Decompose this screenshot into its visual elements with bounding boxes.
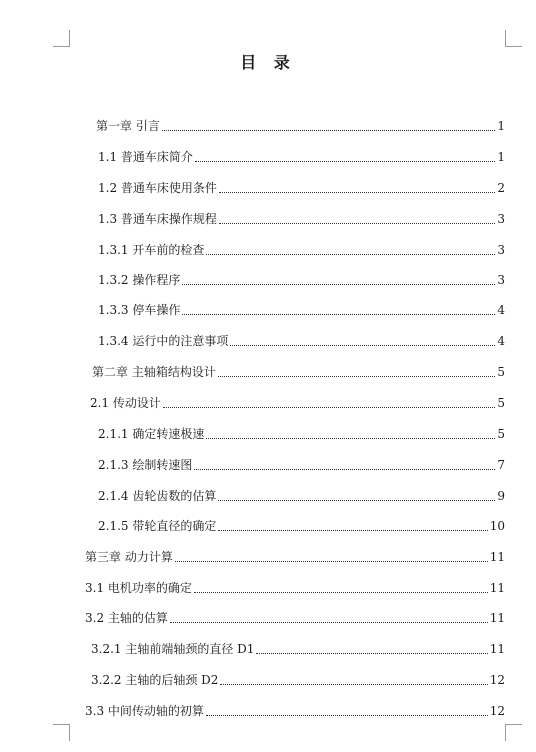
toc-entry[interactable]	[85, 578, 505, 596]
toc-entry[interactable]	[90, 393, 505, 411]
toc-entry-text: 第二章 主轴箱结构设计	[92, 365, 216, 379]
toc-entry-page: 11	[489, 642, 505, 656]
toc-entry[interactable]	[98, 455, 505, 473]
toc-entry-text: 3.3 中间传动轴的初算	[85, 704, 204, 718]
toc-entry-text: 1.3.1 开车前的检查	[98, 243, 205, 257]
toc-entry[interactable]	[85, 701, 505, 719]
toc-leader	[206, 438, 495, 439]
toc-entry-page: 3	[497, 212, 505, 226]
toc-entry-text: 3.2 主轴的估算	[85, 611, 168, 625]
toc-entry-text: 第一章 引言	[96, 119, 160, 133]
toc-leader	[218, 376, 496, 377]
toc-leader	[194, 592, 488, 593]
toc-entry-page: 7	[497, 458, 505, 472]
toc-entry-page: 1	[497, 119, 505, 133]
toc-leader	[219, 223, 495, 224]
page-title: 目 录	[240, 53, 296, 72]
toc-entry[interactable]	[96, 116, 505, 134]
toc-entry[interactable]	[85, 547, 505, 565]
toc-leader	[256, 653, 487, 654]
crop-mark-top-left	[53, 30, 70, 47]
crop-mark-bottom-left	[53, 724, 70, 741]
toc-entry-page: 11	[489, 550, 505, 564]
toc-entry-text: 2.1 传动设计	[90, 396, 161, 410]
toc-entry-text: 3.1 电机功率的确定	[85, 581, 192, 595]
toc-leader	[218, 500, 495, 501]
toc-leader	[219, 192, 495, 193]
toc-entry-page: 12	[489, 704, 505, 718]
toc-entry-text: 3.2.1 主轴前端轴颈的直径 D1	[91, 642, 255, 656]
crop-mark-bottom-right	[505, 724, 522, 741]
toc-entry[interactable]	[85, 608, 505, 626]
toc-entry[interactable]	[98, 209, 505, 227]
toc-entry[interactable]	[98, 240, 505, 258]
toc-leader	[182, 284, 495, 285]
toc-leader	[218, 530, 487, 531]
toc-leader	[194, 469, 495, 470]
toc-entry[interactable]	[91, 670, 505, 688]
toc-entry-text: 1.3.4 运行中的注意事项	[98, 334, 229, 348]
toc-leader	[195, 161, 495, 162]
toc-entry-page: 5	[497, 365, 505, 379]
toc-entry[interactable]	[98, 516, 505, 534]
toc-entry-page: 1	[497, 150, 505, 164]
toc-leader	[170, 622, 488, 623]
toc-entry-text: 1.2 普通车床使用条件	[98, 181, 217, 195]
toc-entry[interactable]	[98, 300, 505, 318]
toc-leader	[230, 345, 495, 346]
toc-entry[interactable]	[98, 486, 505, 504]
toc-entry-page: 4	[497, 334, 505, 348]
toc-entry[interactable]	[98, 147, 505, 165]
toc-entry-page: 11	[489, 581, 505, 595]
toc-entry-page: 5	[497, 396, 505, 410]
toc-leader	[206, 715, 488, 716]
toc-entry[interactable]	[98, 424, 505, 442]
toc-entry-page: 3	[497, 273, 505, 287]
toc-entry-text: 2.1.5 带轮直径的确定	[98, 519, 217, 533]
toc-entry-page: 5	[497, 427, 505, 441]
toc-entry[interactable]	[98, 331, 505, 349]
toc-entry-text: 1.1 普通车床简介	[98, 150, 193, 164]
toc-entry-text: 第三章 动力计算	[85, 550, 173, 564]
toc-entry-page: 11	[489, 611, 505, 625]
toc-leader	[175, 561, 488, 562]
toc-entry[interactable]	[98, 270, 505, 288]
toc-entry-page: 2	[497, 181, 505, 195]
toc-leader	[220, 684, 487, 685]
toc-entry-text: 3.2.2 主轴的后轴颈 D2	[91, 673, 219, 687]
toc-entry-text: 1.3 普通车床操作规程	[98, 212, 217, 226]
toc-entry-text: 2.1.1 确定转速极速	[98, 427, 205, 441]
toc-entry[interactable]	[92, 362, 505, 380]
toc-entry-text: 1.3.2 操作程序	[98, 273, 181, 287]
toc-entry-text: 2.1.4 齿轮齿数的估算	[98, 489, 217, 503]
toc-entry-page: 4	[497, 303, 505, 317]
toc-leader	[182, 314, 495, 315]
toc-entry-page: 10	[489, 519, 505, 533]
toc-entry-text: 2.1.3 绘制转速图	[98, 458, 193, 472]
toc-entry-page: 12	[489, 673, 505, 687]
crop-mark-top-right	[505, 30, 522, 47]
toc-leader	[162, 130, 496, 131]
toc-entry[interactable]	[91, 639, 505, 657]
toc-entry-text: 1.3.3 停车操作	[98, 303, 181, 317]
toc-entry-page: 3	[497, 243, 505, 257]
toc-entry[interactable]	[98, 178, 505, 196]
toc-leader	[206, 254, 495, 255]
toc-leader	[163, 407, 495, 408]
toc-entry-page: 9	[497, 489, 505, 503]
